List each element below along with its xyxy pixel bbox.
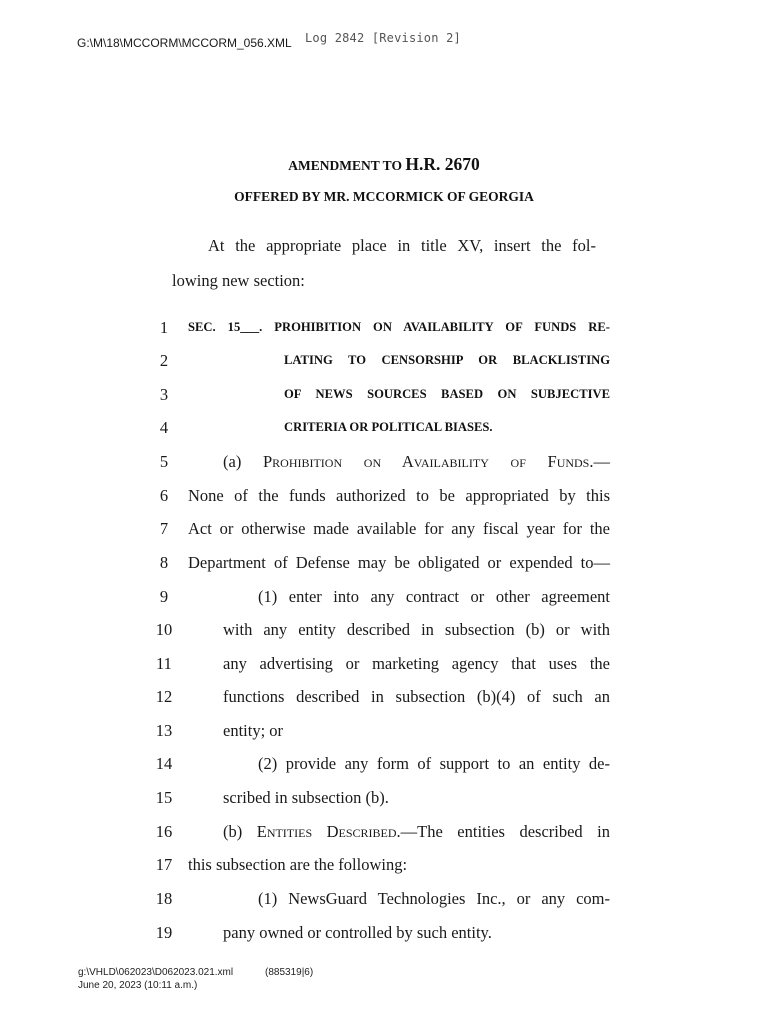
line-number-18: 18 bbox=[155, 889, 173, 908]
text-line-13: entity; or bbox=[223, 721, 284, 740]
text-line-12: functions described in subsection (b)(4) of such an bbox=[223, 687, 610, 706]
text-line-14: (2) provide any form of support to an entity de- bbox=[258, 754, 610, 773]
section-heading-line-4: CRITERIA OR POLITICAL BIASES. bbox=[284, 420, 493, 434]
line-number-16: 16 bbox=[155, 822, 173, 841]
line-number-14: 14 bbox=[155, 754, 173, 773]
line-number-1: 1 bbox=[159, 318, 169, 337]
text-line-19: pany owned or controlled by such entity. bbox=[223, 923, 492, 942]
line-number-15: 15 bbox=[155, 788, 173, 807]
line-number-2: 2 bbox=[159, 351, 169, 370]
line-number-12: 12 bbox=[155, 687, 173, 706]
text-line-7: Act or otherwise made available for any fiscal year for the bbox=[188, 519, 610, 538]
text-line-9: (1) enter into any contract or other agreement bbox=[258, 587, 610, 606]
title-bill-number: H.R. 2670 bbox=[405, 154, 480, 174]
header-file-path: G:\M\18\MCCORM\MCCORM_056.XML bbox=[77, 36, 292, 50]
line-number-19: 19 bbox=[155, 923, 173, 942]
amendment-title bbox=[0, 154, 768, 175]
line-number-4: 4 bbox=[159, 418, 169, 437]
subsection-a-title: Prohibition on Availability of Funds bbox=[262, 452, 590, 471]
line-number-8: 8 bbox=[159, 553, 169, 572]
text-line-15: scribed in subsection (b). bbox=[223, 788, 389, 807]
subsection-b-rest: .—The entities described in bbox=[396, 822, 610, 841]
footer-id: (885319|6) bbox=[265, 967, 314, 978]
subsection-a-heading bbox=[223, 452, 610, 472]
line-number-3: 3 bbox=[159, 385, 169, 404]
text-line-6: None of the funds authorized to be appropriated by this bbox=[188, 486, 610, 505]
line-number-9: 9 bbox=[159, 587, 169, 606]
section-heading-line-3: OF NEWS SOURCES BASED ON SUBJECTIVE bbox=[284, 387, 610, 401]
line-number-10: 10 bbox=[155, 620, 173, 639]
section-heading-line-1: SEC. 15___. PROHIBITION ON AVAILABILITY OF FUNDS RE- bbox=[188, 320, 610, 334]
footer-file-path: g:\VHLD\062023\D062023.021.xml bbox=[78, 967, 234, 978]
subsection-a-dash: .— bbox=[589, 452, 610, 471]
footer-date: June 20, 2023 (10:11 a.m.) bbox=[78, 980, 198, 991]
line-number-6: 6 bbox=[159, 486, 169, 505]
line-number-17: 17 bbox=[155, 855, 173, 874]
text-line-10: with any entity described in subsection (b) or with bbox=[223, 620, 610, 639]
line-number-5: 5 bbox=[159, 452, 169, 471]
subsection-b-title: Entities Described bbox=[256, 822, 397, 841]
line-number-13: 13 bbox=[155, 721, 173, 740]
subsection-a-label: (a) bbox=[223, 452, 263, 471]
text-line-11: any advertising or marketing agency that uses the bbox=[223, 654, 610, 673]
line-number-7: 7 bbox=[159, 519, 169, 538]
section-heading-line-2: LATING TO CENSORSHIP OR BLACKLISTING bbox=[284, 353, 610, 367]
intro-line-1: At the appropriate place in title XV, insert the fol- bbox=[208, 236, 596, 255]
text-line-17: this subsection are the following: bbox=[188, 855, 408, 874]
text-line-8: Department of Defense may be obligated or expended to— bbox=[188, 553, 610, 572]
line-number-11: 11 bbox=[156, 654, 172, 673]
title-offered-by: OFFERED BY MR. MCCORMICK OF GEORGIA bbox=[234, 189, 534, 204]
subsection-b-label: (b) bbox=[223, 822, 257, 841]
title-amendment-to: AMENDMENT TO bbox=[288, 158, 406, 173]
text-line-18: (1) NewsGuard Technologies Inc., or any com- bbox=[258, 889, 610, 908]
subsection-b-heading bbox=[223, 822, 610, 842]
header-log-stamp: Log 2842 [Revision 2] bbox=[305, 31, 461, 45]
intro-line-2: lowing new section: bbox=[172, 271, 305, 290]
amendment-sponsor bbox=[0, 188, 768, 206]
